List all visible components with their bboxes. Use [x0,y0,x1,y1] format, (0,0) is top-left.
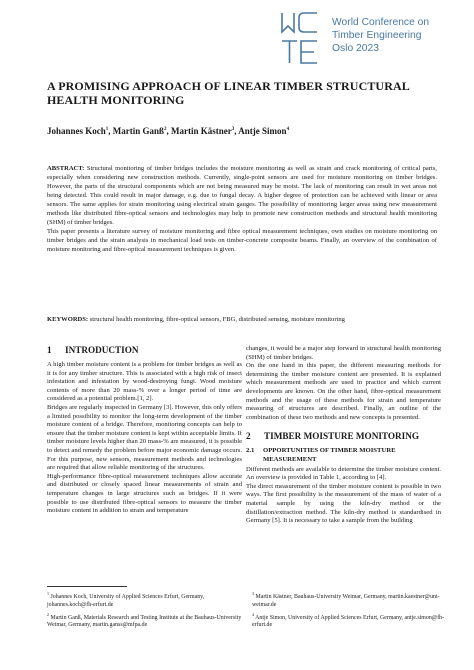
author-mark: 3 [231,127,235,132]
footnote-rule [47,586,127,587]
body-paragraph: Different methods are available to determine the timber moisture content. An overview is provided in Table 1, according to [4]. [246,465,441,482]
author-mark: 2 [164,127,167,132]
abstract-label: ABSTRACT: [47,165,85,172]
footnote-text: Martin Kästner, Bauhaus-University Weimar, Germany, martin.kaestner@uni-weimar.de [252,593,440,608]
wcte-logo-icon [280,10,320,66]
body-paragraph: Bridges are regularly inspected in Germany [3]. However, this only offers a limited possibility to monitor the long-term development of the timber moisture content of a bridge. Therefore, monitoring concepts can help to ensure that the timber moisture content is kept within acceptable limits. If timber moisture levels higher than 20 mass-% are measured, it is possible to detect and remedy the problem before major economic damage occurs. For this purpose, new sensors, measurement methods and technologies are required that allow reliable monitoring of the structures. [47,403,242,472]
author-mark: 4 [286,127,290,132]
subsection-heading [246,447,441,464]
keywords-text: structural health monitoring, fibre-optical sensors, FBG, distributed sensing, moisture monitoring [89,316,345,323]
author-mark: 1 [105,127,109,132]
abstract-text: Structural monitoring of timber bridges includes the moisture monitoring as well as strain and crack monitoring of critical parts, especially when considering new construction methods. Currently, single-point sensors are used for moisture monitoring on timber bridges. However, the parts of the structural components which are not being measured may be moist. The lack of monitoring can result in wet areas not being detected. This could result in major damage, e.g. due to fungal decay. A higher degree of protection can be achieved with linear or area sensors. The same applies for strain monitoring using electrical strain gauges. The possibility of monitoring larger areas using new measurement methods like distributed fibre-optical sensors and technologies may help to promote new construction methods and structural health monitoring (SHM) of timber bridges. [47,165,438,227]
footnote [47,611,242,631]
footnote [252,611,447,631]
body-paragraph: High-performance fibre-optical measurement techniques allow accurate and distributed or closely spaced linear measurements of strain and temperature changes in large structures such as bridges. If it were possible to use distributed fibre-optical sensors to measure the timber moisture content in addition to strain and temperature [47,472,242,515]
body-paragraph: On the one hand in this paper, the different measuring methods for determining the timber moisture content are presented. It is explained which measurement methods are used in practice and which current developments are known. On the other hand, fibre-optical measurement methods and the usage of these methods for strain and temperature measuring of structures are described. Finally, an outline of the combination of these two methods and new concepts is presented. [246,362,441,421]
keywords [47,315,447,324]
author-name: Martin Kästner [171,126,232,136]
author-name: Martin Ganß [112,126,165,136]
section-heading [246,430,441,442]
section-title: TIMBER MOISTURE MONITORING [264,431,420,442]
footnotes-left [47,590,242,631]
subsection-number: 2.1 [246,447,255,455]
conference-name [332,16,472,56]
author-name: Johannes Koch [47,126,106,136]
footnote-mark: 1 [47,591,49,596]
body-paragraph: changes, it would be a major step forward in structural health monitoring (SHM) of timber bridges. [246,345,441,361]
footnote-text: Johannes Koch, University of Applied Sciences Erfurt, Germany, johannes.koch@fh-erfurt.de [47,593,205,608]
footnote-mark: 4 [252,611,254,617]
section-title: INTRODUCTION [65,345,139,355]
body-paragraph: The direct measurement of the timber moisture content is possible in two ways. The first possibility is the measurement of the mass of water of a material sample by using the kiln-dry method or the distillation/extraction method. The kiln-dry method is standardised in Germany [5]. It is necessary to take a sample from the building [246,482,441,525]
abstract-paragraph: This paper presents a literature survey of moisture monitoring and fibre optical measurement techniques, own studies on moisture monitoring on timber bridges and the strain analysis in mechanical load tests on timber-concrete composite beams. Finally, an overview of the combination of moisture monitoring and fibre-optical measurement techniques is given. [47,228,437,254]
footnote [47,590,242,610]
right-column [246,345,441,526]
abstract [47,164,437,254]
section-heading [47,344,242,356]
footnote-mark: 3 [252,591,254,596]
footnote-text: Martin Ganß, Materials Research and Testing Institute at the Bauhaus-University Weimar, Germany, martin.ganss@mfpa.de [47,614,242,629]
left-column [47,344,242,516]
footnotes-right [252,590,447,631]
author-name: Antje Simon [238,126,287,136]
keywords-label: KEYWORDS: [47,316,89,323]
abstract-paragraph [47,164,437,227]
subsection-title: OPPORTUNITIES OF TIMBER MOISTURE MEASUREMENT [263,447,396,463]
conference-line: World Conference on [332,17,430,28]
section-number: 2 [246,431,251,442]
footnote-text: Antje Simon, University of Applied Sciences Erfurt, Germany, antje.simon@fh-erfurt.de [252,614,445,629]
author-list: Johannes Koch$^1$, Martin Ganß$^2$, Martin Kästner$^3$, Antje Simon$^4$ [47,126,290,136]
conference-line: Oslo 2023 [332,43,379,55]
footnote [252,590,447,610]
section-number: 1 [47,345,52,355]
paper-title: A PROMISING APPROACH OF LINEAR TIMBER STRUCTURAL HEALTH MONITORING [47,79,410,107]
footnote-mark: 2 [47,611,49,617]
conference-line: Timber Engineering [332,30,422,42]
body-paragraph: A high timber moisture content is a problem for timber bridges as well as it is for any timber structure. This is associated with a high risk of insect infestation and infestation by wood-destroying fungi. Wood moisture contents of more than 20 mass-% over a longer period of time are considered as a potential problem.[1, 2]. [47,361,242,403]
